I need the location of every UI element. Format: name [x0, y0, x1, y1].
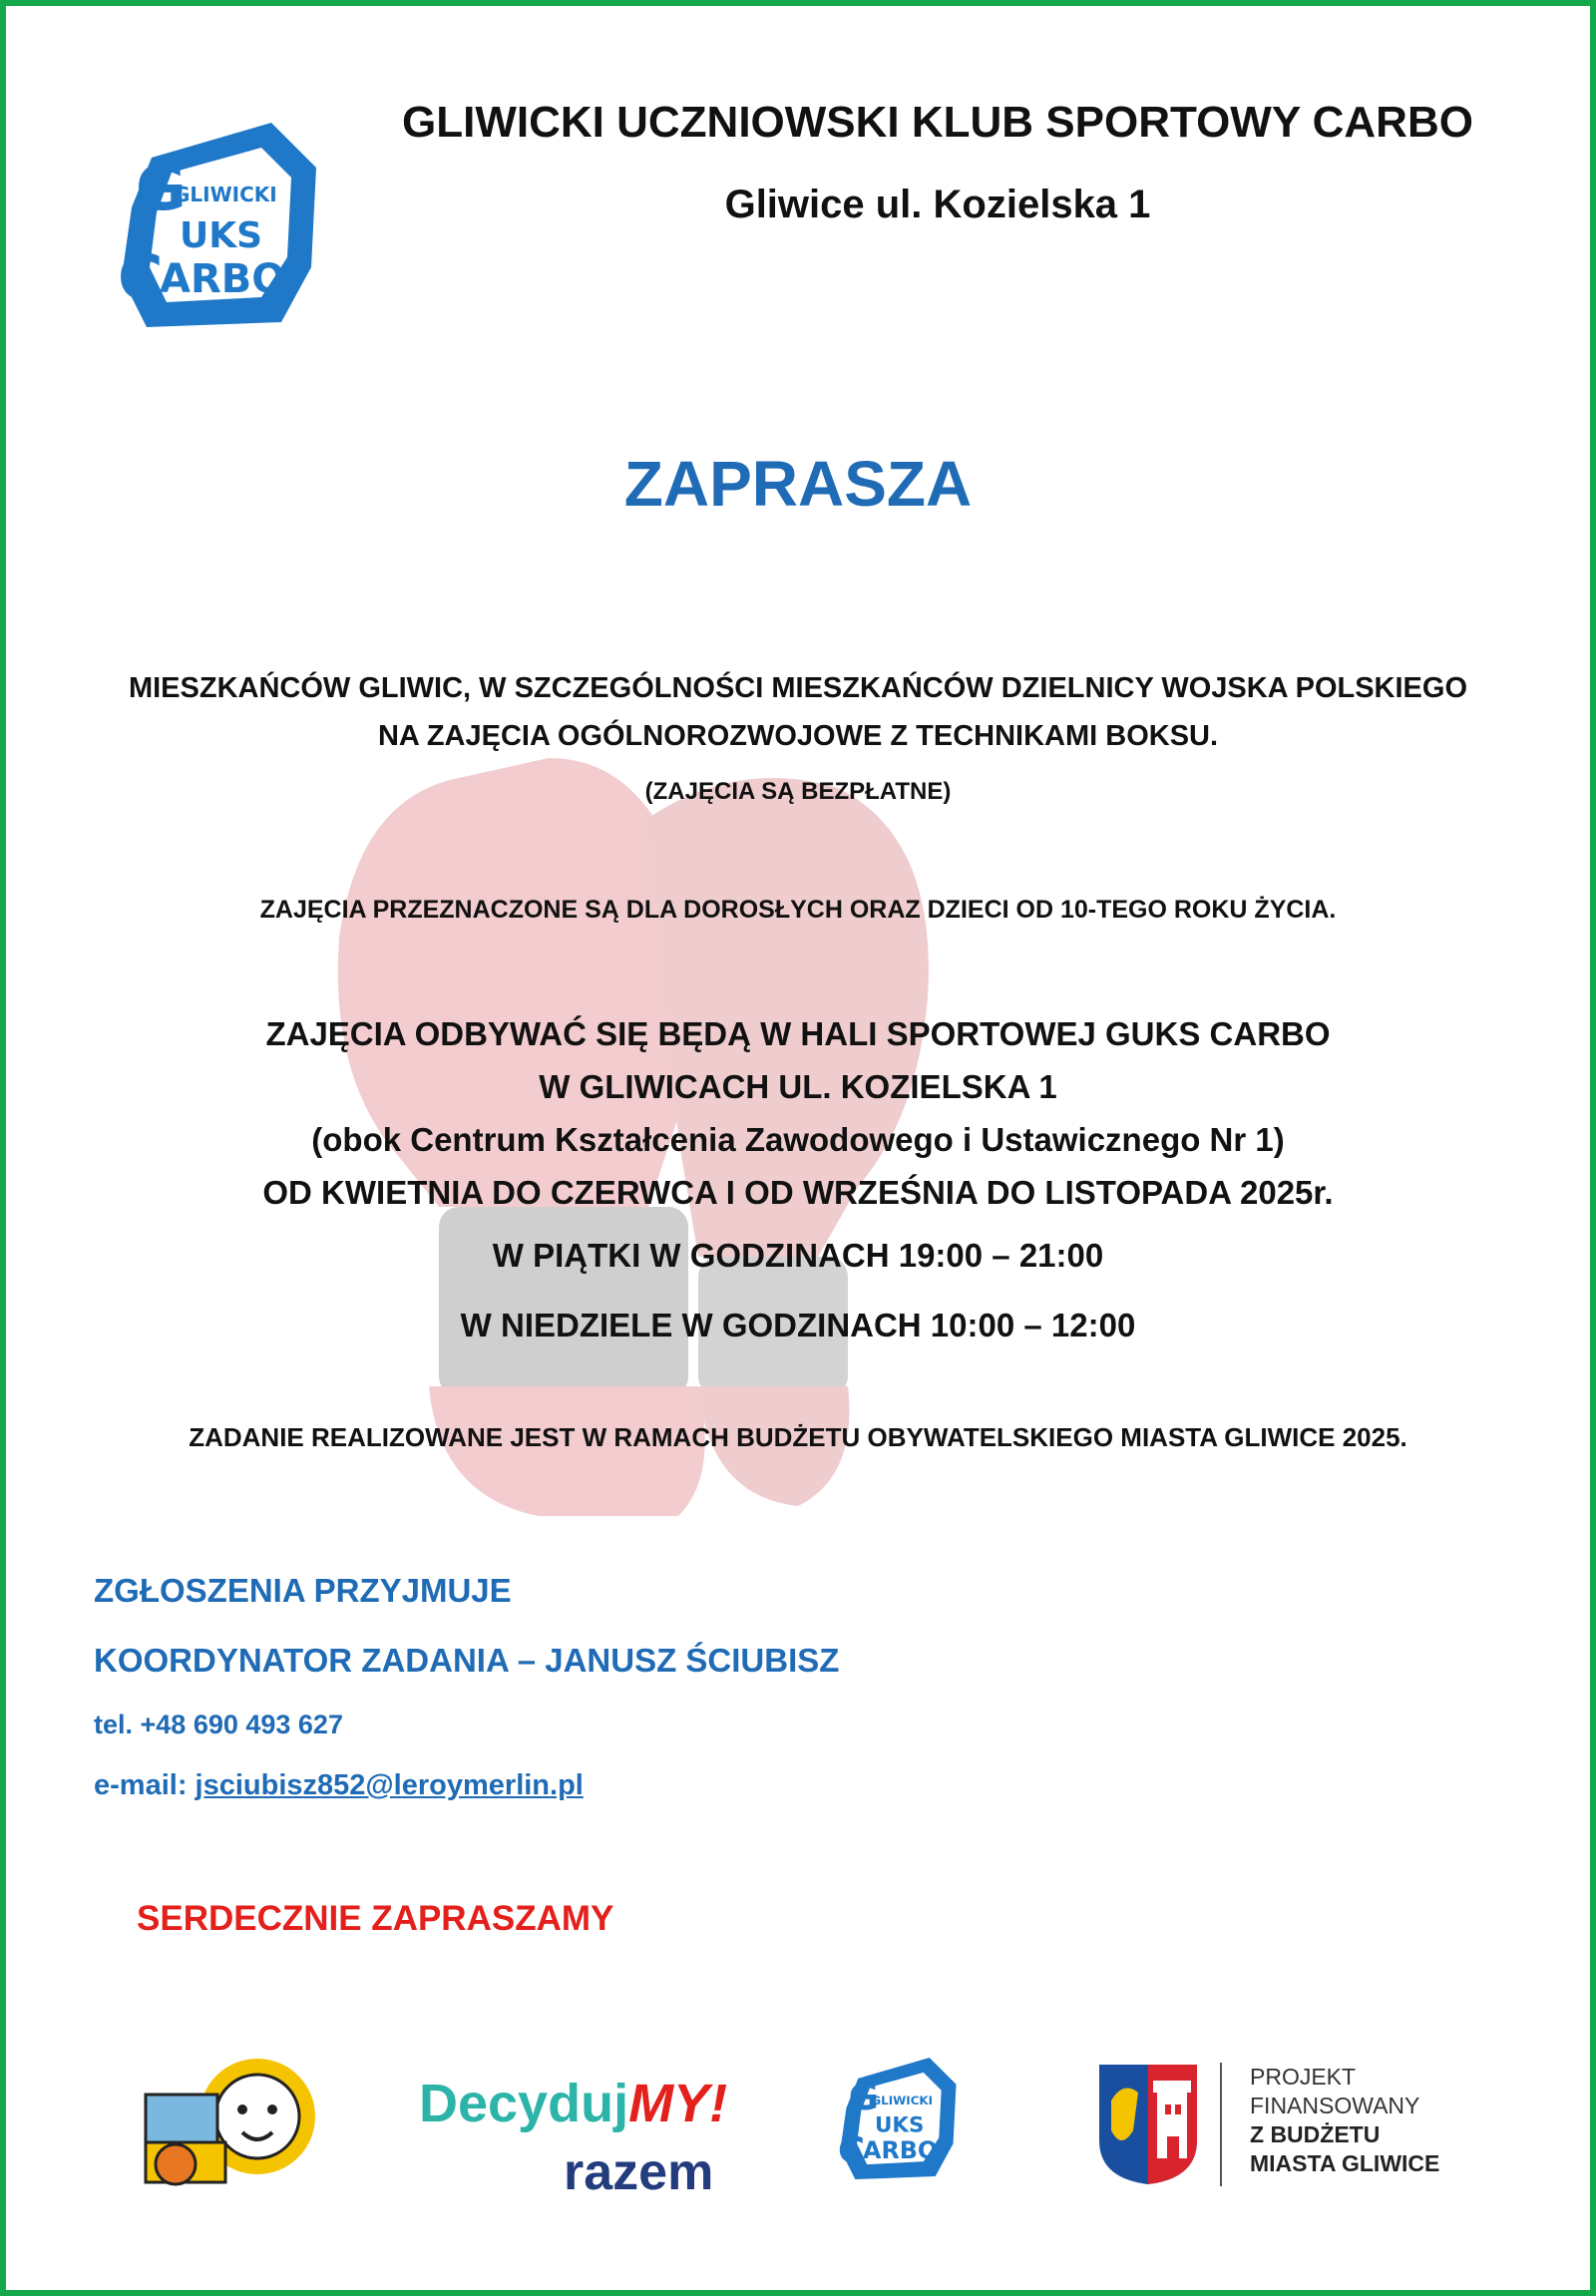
small-logo-text-bottom: ARBO — [863, 2136, 939, 2165]
venue-line-1: ZAJĘCIA ODBYWAĆ SIĘ BĘDĄ W HALI SPORTOWEJ GUKS CARBO — [265, 1015, 1331, 1052]
club-title: GLIWICKI UCZNIOWSKI KLUB SPORTOWY CARBO — [402, 98, 1473, 147]
project-line-2: FINANSOWANY — [1250, 2093, 1420, 2118]
club-address: Gliwice ul. Kozielska 1 — [724, 183, 1151, 226]
decyduj-text: Decyduj — [419, 2074, 629, 2133]
guks-carbo-logo — [112, 118, 321, 332]
funding-note: ZADANIE REALIZOWANE JEST W RAMACH BUDŻETU OBYWATELSKIEGO MIASTA GLIWICE 2025. — [189, 1422, 1407, 1452]
schedule-sunday: W NIEDZIELE W GODZINACH 10:00 – 12:00 — [460, 1307, 1136, 1343]
project-funding-label — [1250, 2063, 1439, 2178]
logo-letter-g: G — [136, 152, 187, 224]
guks-carbo-logo-small — [834, 2055, 960, 2182]
schedule-friday: W PIĄTKI W GODZINACH 19:00 – 21:00 — [492, 1237, 1104, 1274]
headline: ZAPRASZA — [623, 448, 973, 520]
venue-line-4: OD KWIETNIA DO CZERWCA I OD WRZEŚNIA DO LISTOPADA 2025r. — [262, 1174, 1334, 1211]
email-link[interactable]: jsciubisz852@leroymerlin.pl — [195, 1769, 584, 1801]
closing-text: SERDECZNIE ZAPRASZAMY — [137, 1899, 614, 1938]
small-logo-text-top: GLIWICKI — [871, 2094, 934, 2108]
project-line-4: MIASTA GLIWICE — [1250, 2150, 1440, 2176]
audience-note: ZAJĘCIA PRZEZNACZONE SĄ DLA DOROSŁYCH ORAZ DZIECI OD 10-TEGO ROKU ŻYCIA. — [259, 896, 1337, 924]
project-line-3: Z BUDŻETU — [1250, 2121, 1381, 2147]
small-logo-letter-g: G — [848, 2075, 880, 2118]
logo-text-bottom: ARBO — [160, 256, 286, 302]
invite-line-2: NA ZAJĘCIA OGÓLNOROZWOJOWE Z TECHNIKAMI BOKSU. — [377, 720, 1219, 752]
email-label: e-mail: — [94, 1769, 196, 1801]
contact-line-1: ZGŁOSZENIA PRZYJMUJE — [94, 1572, 512, 1609]
small-logo-letter-c: C — [838, 2128, 866, 2172]
venue-line-2: W GLIWICACH UL. KOZIELSKA 1 — [539, 1068, 1057, 1105]
contact-email — [94, 1769, 584, 1802]
logo-text-mid: UKS — [180, 215, 263, 256]
project-line-1: PROJEKT — [1250, 2064, 1357, 2090]
small-logo-text-mid: UKS — [874, 2112, 925, 2138]
logo-text-top: GLIWICKI — [174, 183, 277, 206]
free-note: (ZAJĘCIA SĄ BEZPŁATNE) — [644, 778, 952, 805]
razem-text: razem — [564, 2143, 714, 2201]
venue-line-3: (obok Centrum Kształcenia Zawodowego i Ustawicznego Nr 1) — [311, 1121, 1285, 1158]
venue-block — [0, 1007, 1596, 1219]
invite-line-1: MIESZKAŃCÓW GLIWIC, W SZCZEGÓLNOŚCI MIESZKAŃCÓW DZIELNICY WOJSKA POLSKIEGO — [128, 672, 1468, 704]
contact-line-2: KOORDYNATOR ZADANIA – JANUSZ ŚCIUBISZ — [94, 1642, 840, 1679]
my-text: MY! — [628, 2074, 728, 2133]
gliwice-coat-of-arms-icon — [1093, 2061, 1233, 2188]
logo-letter-c: C — [118, 241, 164, 314]
decydujmy-razem-logo — [419, 2074, 748, 2201]
lion-gear-logo — [138, 2055, 327, 2189]
contact-phone: tel. +48 690 493 627 — [94, 1710, 343, 1739]
invite-text — [0, 664, 1596, 760]
